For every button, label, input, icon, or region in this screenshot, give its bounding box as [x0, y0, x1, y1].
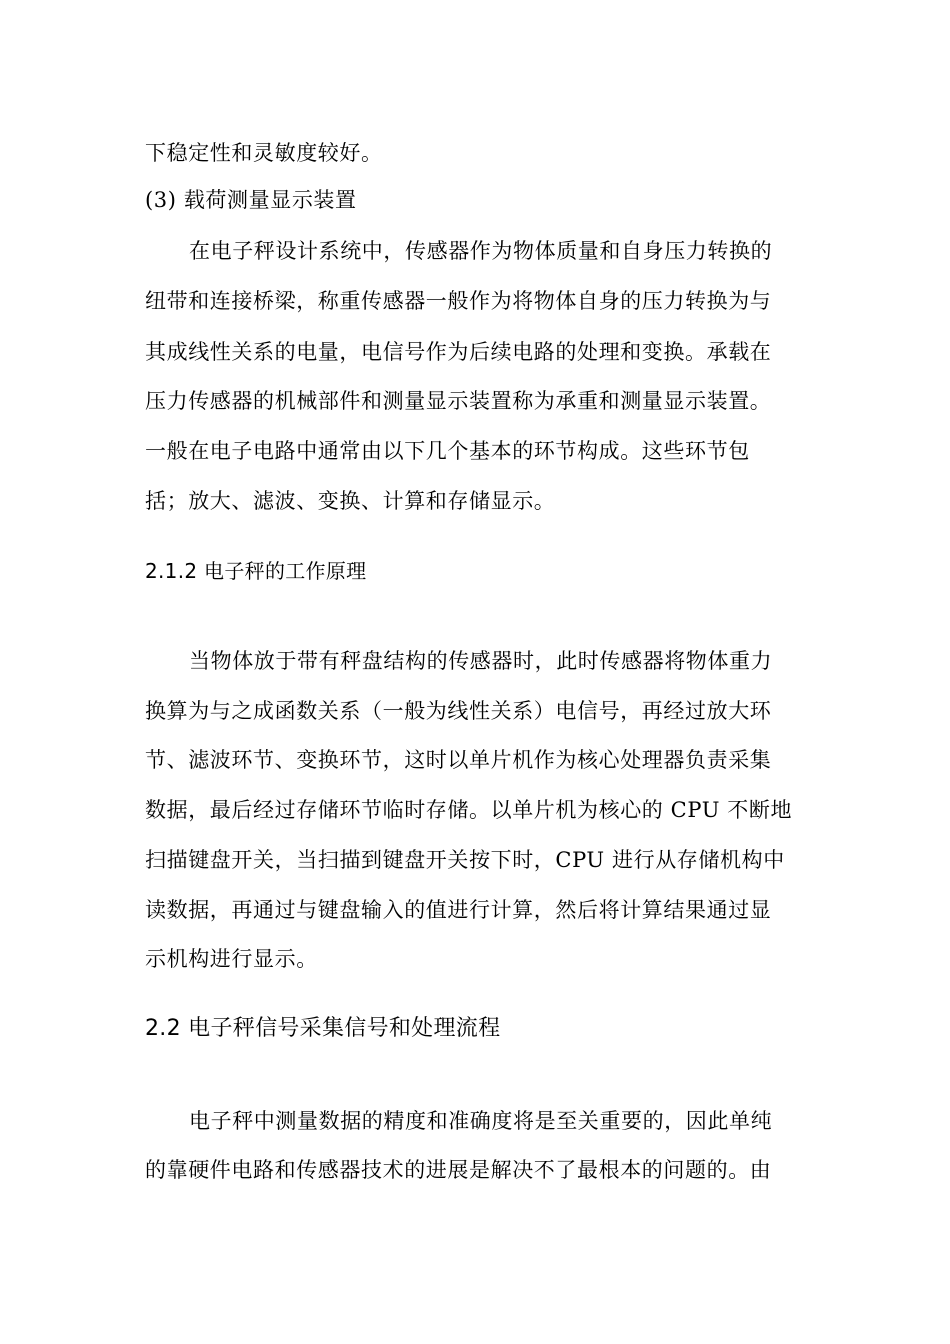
paragraph-line: 的靠硬件电路和传感器技术的进展是解决不了最根本的问题的。由 — [145, 1158, 772, 1182]
paragraph-line: 数据，最后经过存储环节临时存储。以单片机为核心的 CPU 不断地 — [145, 798, 793, 822]
paragraph-line: 一般在电子电路中通常由以下几个基本的环节构成。这些环节包 — [145, 439, 750, 463]
paragraph-line: 纽带和连接桥梁，称重传感器一般作为将物体自身的压力转换为与 — [145, 289, 772, 313]
section-heading: 2.1.2 电子秤的工作原理 — [145, 559, 367, 583]
paragraph-line: 括；放大、滤波、变换、计算和存储显示。 — [145, 489, 556, 513]
subsection-title: (3) 载荷测量显示装置 — [145, 188, 357, 212]
paragraph-line: 示机构进行显示。 — [145, 947, 318, 971]
paragraph-line: 下稳定性和灵敏度较好。 — [145, 141, 383, 165]
paragraph-line: 节、滤波环节、变换环节，这时以单片机作为核心处理器负责采集 — [145, 748, 772, 772]
paragraph-line: 其成线性关系的电量，电信号作为后续电路的处理和变换。承载在 — [145, 340, 772, 364]
section-heading: 2.2 电子秤信号采集信号和处理流程 — [145, 1016, 501, 1041]
paragraph-line: 当物体放于带有秤盘结构的传感器时，此时传感器将物体重力 — [189, 649, 773, 673]
paragraph-line: 扫描键盘开关，当扫描到键盘开关按下时，CPU 进行从存储机构中 — [145, 848, 785, 872]
paragraph-line: 在电子秤设计系统中，传感器作为物体质量和自身压力转换的 — [189, 239, 773, 263]
paragraph-line: 换算为与之成函数关系（一般为线性关系）电信号，再经过放大环 — [145, 699, 772, 723]
paragraph-line: 读数据，再通过与键盘输入的值进行计算，然后将计算结果通过显 — [145, 898, 772, 922]
paragraph-line: 电子秤中测量数据的精度和准确度将是至关重要的，因此单纯 — [189, 1109, 773, 1133]
paragraph-line: 压力传感器的机械部件和测量显示装置称为承重和测量显示装置。 — [145, 389, 772, 413]
